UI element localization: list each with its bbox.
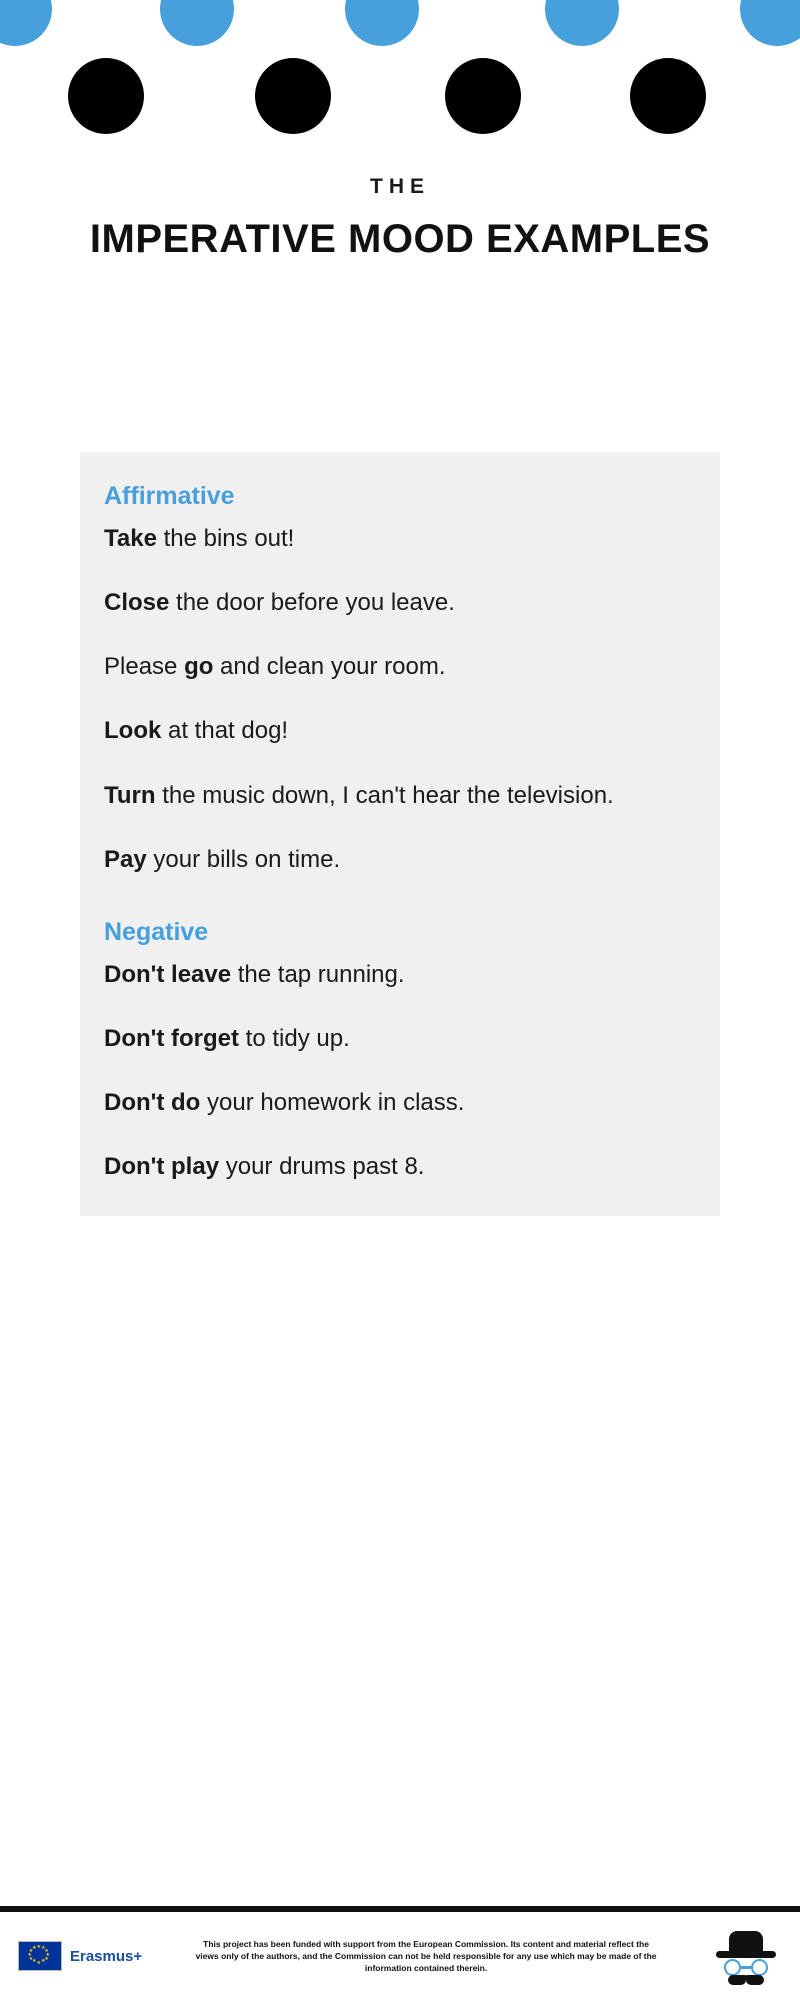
section-heading-negative: Negative [104,917,209,946]
example-line [104,844,696,876]
eu-star: ★ [32,1958,37,1965]
example-rest: the door before you leave. [169,589,455,617]
hat-top-icon [729,1931,763,1953]
example-verb: Turn [104,781,156,809]
example-rest: your bills on time. [146,845,341,873]
example-line [104,780,696,812]
example-verb: Don't do [104,1089,201,1117]
example-verb: Pay [104,845,147,873]
page-title: IMPERATIVE MOOD EXAMPLES [89,217,711,261]
example-line [104,1087,696,1119]
eu-star: ★ [45,1951,50,1958]
decorative-dots-header [0,0,800,180]
eu-star: ★ [41,1944,46,1951]
dot-blue-5 [740,0,800,46]
example-verb: Take [104,525,157,552]
eu-star: ★ [28,1947,34,1954]
eu-star: ★ [36,1943,41,1950]
eu-flag-icon [18,1941,62,1971]
example-line [104,1023,696,1055]
dot-black-2 [255,58,331,134]
example-line [104,523,696,555]
example-verb: Don't play [104,1153,220,1181]
title-eyebrow: THE [370,175,430,198]
glasses-icon [722,1959,770,1976]
glasses-bridge [741,1966,751,1969]
dot-blue-4 [545,0,619,46]
example-rest: the tap running. [231,960,405,988]
footer [0,1912,800,2000]
examples-panel [80,452,720,1216]
eu-star: ★ [36,1959,41,1966]
glasses-lens-left [724,1959,741,1976]
example-rest: at that dog! [161,717,289,745]
example-line [104,587,696,619]
example-verb: Close [104,589,170,617]
dot-blue-1 [0,0,52,46]
eu-star: ★ [28,1955,34,1962]
eu-star: ★ [41,1958,46,1965]
example-line [104,651,696,683]
example-rest: and clean your room. [213,653,446,681]
funding-disclaimer: This project has been funded with support from the European Commission. Its content and material reflect the views only of the authors, and the Commission can not be held responsible for any use which may be made of the information contained therein. [195,1938,657,1974]
example-line [104,715,696,747]
eu-star: ★ [44,1947,49,1954]
eu-star: ★ [32,1944,37,1951]
example-rest: the bins out! [156,525,295,552]
example-verb: Don't forget [104,1025,240,1053]
erasmus-logo [18,1941,142,1971]
dot-blue-3 [345,0,419,46]
example-rest: the music down, I can't hear the television. [155,781,614,809]
page-title-block [0,175,800,266]
erasmus-label: Erasmus+ [70,1947,143,1965]
glasses-lens-right [751,1959,768,1976]
example-verb: go [184,653,214,681]
section-heading-affirmative: Affirmative [104,482,235,510]
example-rest: to tidy up. [239,1025,350,1053]
example-rest: your homework in class. [200,1089,465,1117]
example-lead: Please [104,653,185,681]
example-verb: Don't leave [104,960,232,988]
example-line [104,959,696,991]
dot-blue-2 [160,0,234,46]
eu-star: ★ [44,1955,49,1962]
eu-star: ★ [27,1951,32,1958]
example-line [104,1151,696,1183]
example-verb: Look [104,717,162,745]
dot-black-4 [630,58,706,134]
dot-black-1 [68,58,144,134]
hat-glasses-mustache-icon [710,1925,782,1987]
dot-black-3 [445,58,521,134]
mustache-icon [728,1975,764,1985]
example-rest: your drums past 8. [219,1153,425,1181]
